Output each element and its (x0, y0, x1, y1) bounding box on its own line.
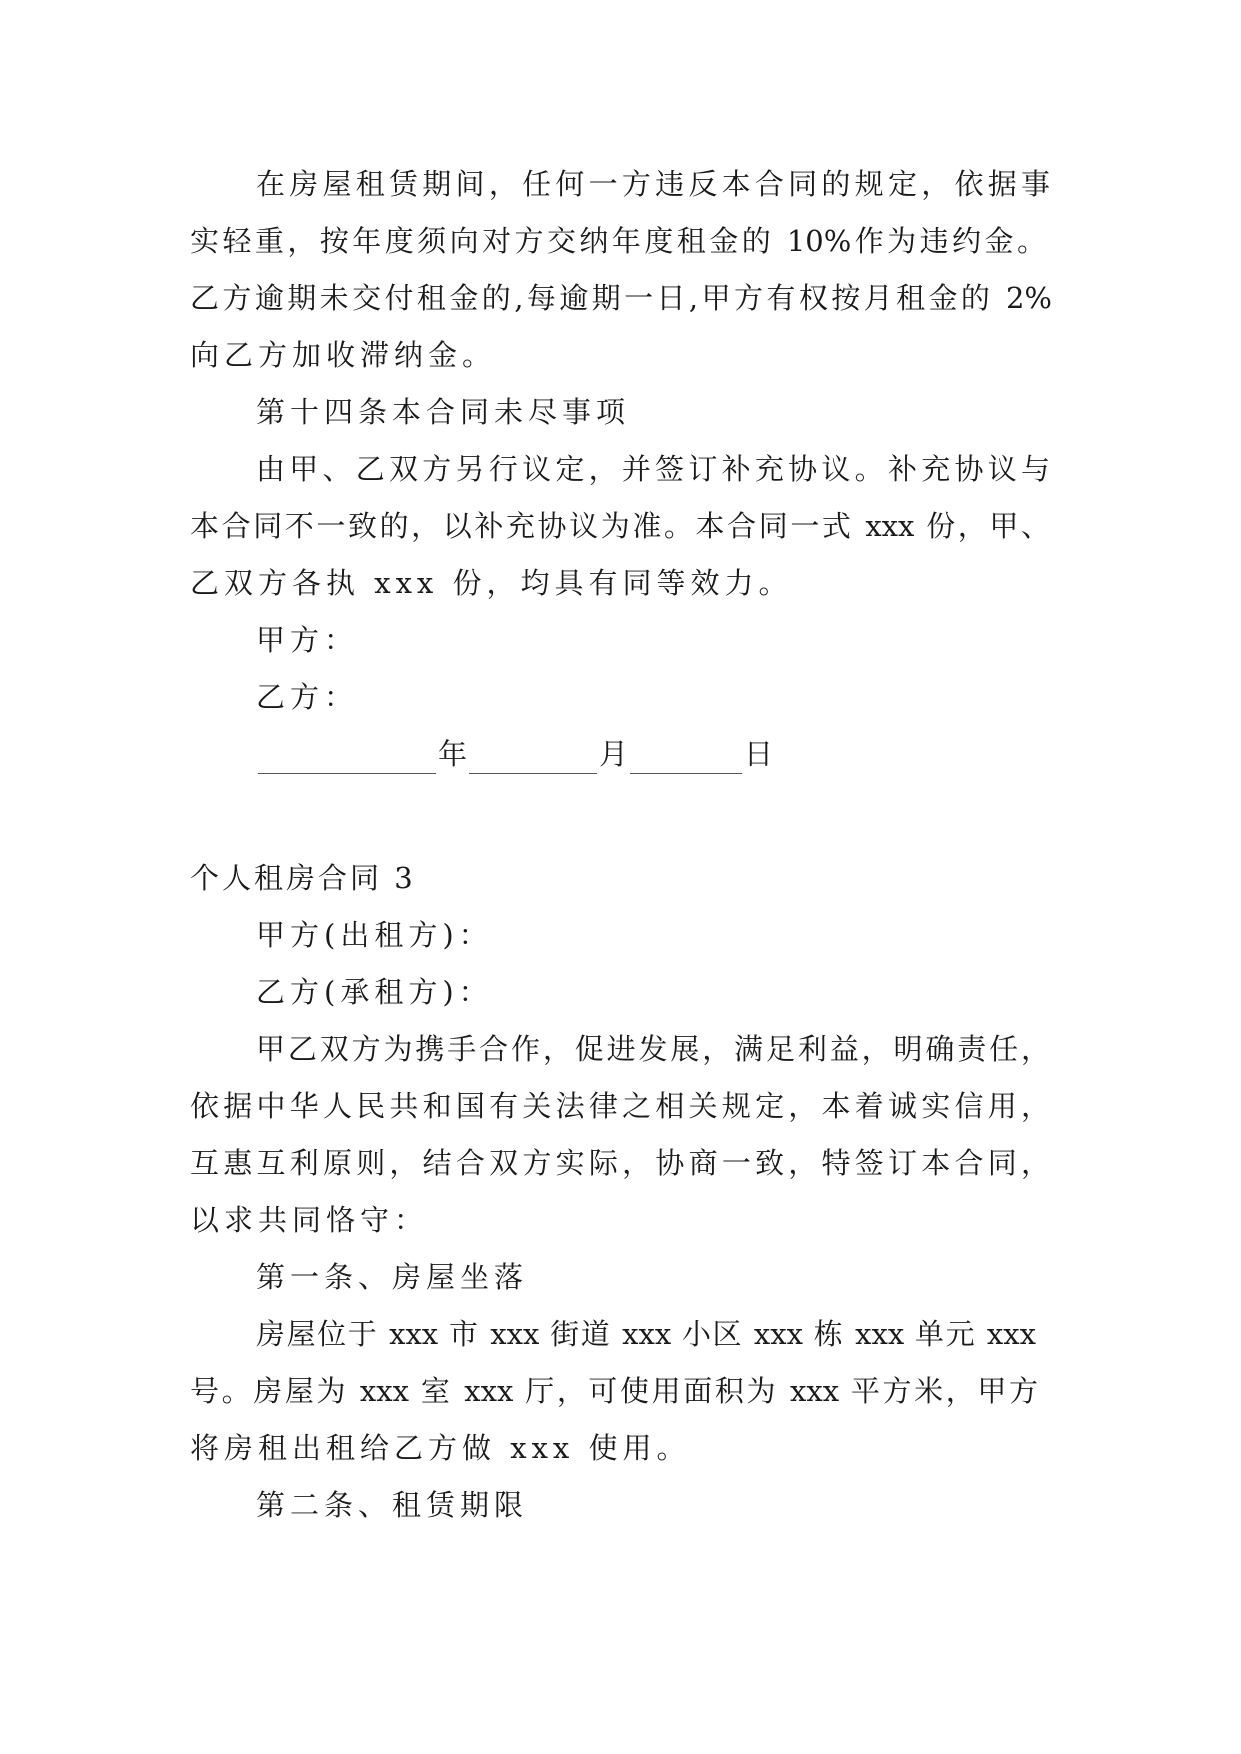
paragraph-line: 由甲、乙双方另行议定，并签订补充协议。补充协议与 (256, 452, 1050, 486)
paragraph-line: 房屋位于 xxx 市 xxx 街道 xxx 小区 xxx 栋 xxx 单元 xxx (256, 1317, 1036, 1351)
party-a-lessor: 甲方(出租方)： (256, 918, 493, 952)
section-title: 个人租房合同 3 (190, 861, 416, 895)
paragraph-line: 实轻重，按年度须向对方交纳年度租金的 10%作为违约金。 (190, 224, 1046, 258)
paragraph-line: 甲乙双方为携手合作，促进发展，满足利益，明确责任， (256, 1032, 1050, 1066)
clause-heading: 第二条、租赁期限 (256, 1488, 529, 1522)
paragraph-line: 将房租出租给乙方做 xxx 使用。 (190, 1431, 691, 1465)
month-blank (469, 739, 597, 774)
party-b-label: 乙方： (256, 680, 359, 714)
paragraph-line: 依据中华人民共和国有关法律之相关规定，本着诚实信用， (190, 1089, 1050, 1123)
paragraph-line: 乙方逾期未交付租金的,每逾期一日,甲方有权按月租金的 2% (190, 281, 1052, 315)
month-label: 月 (599, 737, 629, 771)
clause-heading: 第十四条本合同未尽事项 (256, 395, 631, 429)
clause-heading: 第一条、房屋坐落 (256, 1260, 529, 1294)
paragraph-line: 乙双方各执 xxx 份，均具有同等效力。 (190, 566, 793, 600)
day-label: 日 (744, 737, 774, 771)
paragraph-line: 本合同不一致的，以补充协议为准。本合同一式 xxx 份，甲、 (190, 509, 1050, 543)
party-a-label: 甲方： (256, 623, 359, 657)
signature-date-line (256, 734, 773, 774)
paragraph-line: 在房屋租赁期间，任何一方违反本合同的规定，依据事 (256, 167, 1050, 201)
day-blank (630, 739, 742, 774)
paragraph-line: 号。房屋为 xxx 室 xxx 厅，可使用面积为 xxx 平方米，甲方 (190, 1374, 1038, 1408)
year-blank (258, 739, 436, 774)
paragraph-line: 以求共同恪守： (190, 1203, 429, 1237)
paragraph-line: 向乙方加收滞纳金。 (190, 338, 497, 372)
year-label: 年 (438, 737, 468, 771)
paragraph-line: 互惠互利原则，结合双方实际，协商一致，特签订本合同， (190, 1146, 1050, 1180)
party-b-lessee: 乙方(承租方)： (256, 975, 493, 1009)
